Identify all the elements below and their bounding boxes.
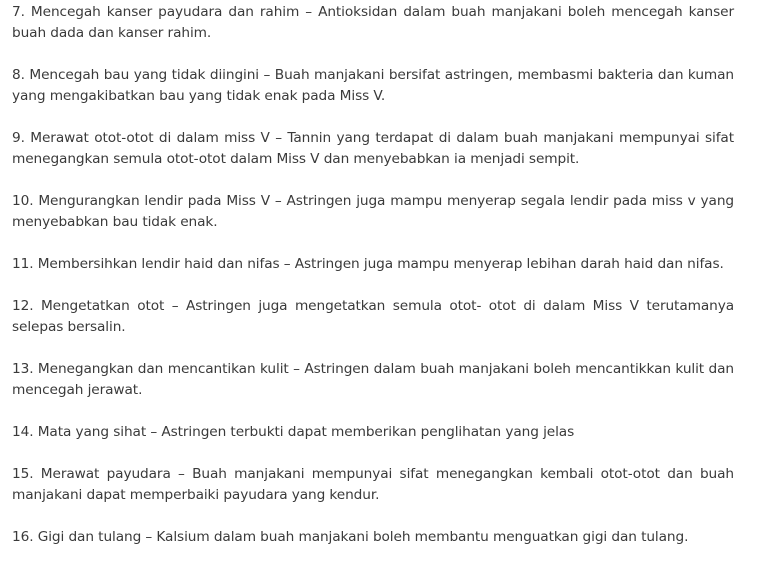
list-item: 14. Mata yang sihat – Astringen terbukti dapat memberikan penglihatan yang jelas bbox=[12, 424, 575, 440]
list-item: 12. Mengetatkan otot – Astringen juga mengetatkan semula otot- otot di dalam Miss V terutamanya selepas bersalin. bbox=[12, 298, 734, 335]
list-item: 15. Merawat payudara – Buah manjakani mempunyai sifat menegangkan kembali otot-otot dan buah manjakani dapat memperbaiki payudara yang kendur. bbox=[12, 466, 734, 503]
list-item: 16. Gigi dan tulang – Kalsium dalam buah manjakani boleh membantu menguatkan gigi dan tulang. bbox=[12, 529, 689, 545]
list-item: 13. Menegangkan dan mencantikan kulit – Astringen dalam buah manjakani boleh mencantikkan kulit dan mencegah jerawat. bbox=[12, 361, 734, 398]
list-item: 7. Mencegah kanser payudara dan rahim – Antioksidan dalam buah manjakani boleh mencegah kanser buah dada dan kanser rahim. bbox=[12, 4, 734, 41]
list-item: 11. Membersihkan lendir haid dan nifas – Astringen juga mampu menyerap lebihan darah haid dan nifas. bbox=[12, 256, 724, 272]
list-item: 8. Mencegah bau yang tidak diingini – Buah manjakani bersifat astringen, membasmi bakteria dan kuman yang mengakibatkan bau yang tidak enak pada Miss V. bbox=[12, 67, 734, 104]
list-item: 9. Merawat otot-otot di dalam miss V – Tannin yang terdapat di dalam buah manjakani mempunyai sifat menegangkan semula otot-otot dalam Miss V dan menyebabkan ia menjadi sempit. bbox=[12, 130, 734, 167]
article-body bbox=[12, 0, 734, 548]
list-item: 10. Mengurangkan lendir pada Miss V – Astringen juga mampu menyerap segala lendir pada miss v yang menyebabkan bau tidak enak. bbox=[12, 193, 734, 230]
